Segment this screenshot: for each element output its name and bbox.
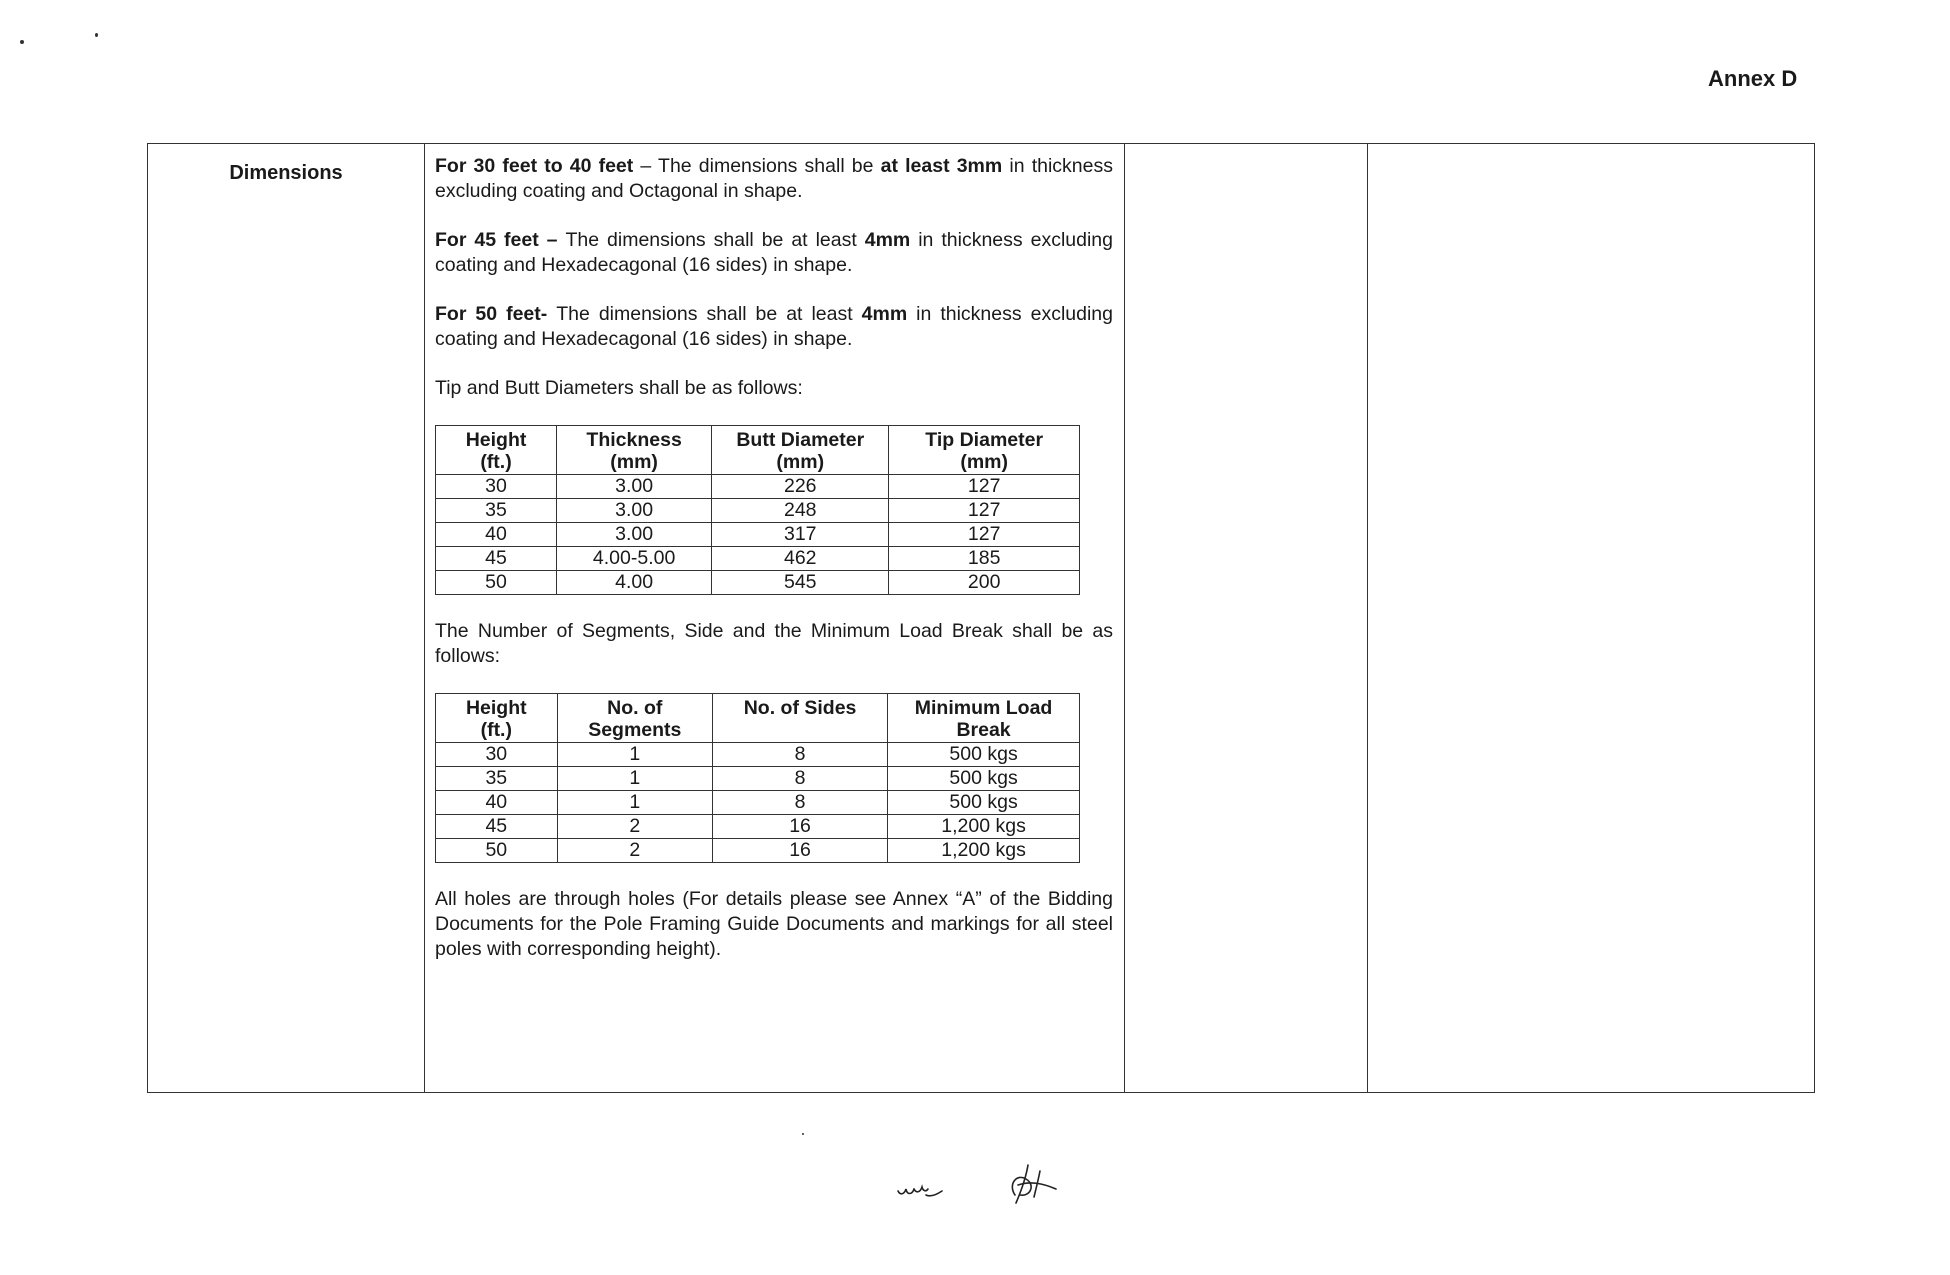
table-header: Height (ft.) <box>436 694 558 743</box>
table-cell: 45 <box>436 547 557 571</box>
table-cell: 50 <box>436 571 557 595</box>
table-cell: 127 <box>889 523 1080 547</box>
table-header: Minimum Load Break <box>888 694 1080 743</box>
table-cell: 1,200 kgs <box>888 839 1080 863</box>
table-cell: 317 <box>712 523 889 547</box>
holes-note: All holes are through holes (For details please see Annex “A” of the Bidding Documents for the Pole Framing Guide Documents and markings for all steel poles with corresponding height). <box>435 888 1113 960</box>
table-cell: 8 <box>713 767 888 791</box>
para-text: in thickness excluding coating and Octagonal in shape. <box>435 155 1113 202</box>
table-cell: 2 <box>557 815 712 839</box>
segments-table <box>435 693 1080 863</box>
table-row <box>436 767 1080 791</box>
table-row <box>436 571 1080 595</box>
table-cell: 30 <box>436 743 558 767</box>
table-cell: 200 <box>889 571 1080 595</box>
table-cell: 4.00-5.00 <box>557 547 712 571</box>
table-header: Butt Diameter (mm) <box>712 426 889 475</box>
table-row <box>436 791 1080 815</box>
column-divider <box>424 144 425 1092</box>
table-header: No. of Sides <box>713 694 888 743</box>
table-cell: 3.00 <box>557 475 712 499</box>
paragraph-30-40-feet <box>435 154 1113 204</box>
table-cell: 16 <box>713 815 888 839</box>
diameter-table <box>435 425 1080 595</box>
table-cell: 226 <box>712 475 889 499</box>
scan-speck <box>20 40 24 44</box>
table-row <box>436 743 1080 767</box>
table-cell: 45 <box>436 815 558 839</box>
para-text: The dimensions shall be at least <box>556 303 862 325</box>
table-row <box>436 815 1080 839</box>
table-cell: 8 <box>713 743 888 767</box>
para-lead: For 30 feet to 40 feet <box>435 155 634 177</box>
column-divider <box>1367 144 1368 1092</box>
table-cell: 248 <box>712 499 889 523</box>
signatures <box>890 1155 1080 1215</box>
scan-speck <box>95 33 98 37</box>
tip-butt-intro: Tip and Butt Diameters shall be as follows: <box>435 377 803 399</box>
table-header: Height (ft.) <box>436 426 557 475</box>
table-cell: 500 kgs <box>888 743 1080 767</box>
table-cell: 545 <box>712 571 889 595</box>
table-header: Thickness (mm) <box>557 426 712 475</box>
para-text: in thickness excluding coating and Hexadecagonal (16 sides) in shape. <box>435 303 1113 350</box>
column-divider <box>1124 144 1125 1092</box>
specification-table <box>147 143 1815 1093</box>
table-row <box>436 499 1080 523</box>
para-text: in thickness excluding coating and Hexadecagonal (16 sides) in shape. <box>435 229 1113 276</box>
table-cell: 1 <box>557 791 712 815</box>
table-cell: 3.00 <box>557 499 712 523</box>
para-emphasis: 4mm <box>861 303 908 325</box>
table-cell: 500 kgs <box>888 767 1080 791</box>
table-cell: 30 <box>436 475 557 499</box>
table-cell: 8 <box>713 791 888 815</box>
table-cell: 1 <box>557 767 712 791</box>
para-text: – The dimensions shall be <box>633 155 881 177</box>
table-cell: 16 <box>713 839 888 863</box>
table-row <box>436 839 1080 863</box>
table-header: Tip Diameter (mm) <box>889 426 1080 475</box>
para-emphasis: at least 3mm <box>880 155 1003 177</box>
paragraph-45-feet <box>435 228 1113 278</box>
dimensions-content <box>435 154 1113 962</box>
para-emphasis: 4mm <box>864 229 911 251</box>
table-cell: 3.00 <box>557 523 712 547</box>
table-cell: 127 <box>889 475 1080 499</box>
table-cell: 35 <box>436 767 558 791</box>
para-text: The dimensions shall be at least <box>565 229 865 251</box>
para-lead: For 45 feet – <box>435 229 566 251</box>
table-cell: 1,200 kgs <box>888 815 1080 839</box>
annex-label: Annex D <box>1708 66 1798 91</box>
initials-signature <box>898 1187 942 1196</box>
row-label-dimensions: Dimensions <box>229 162 343 184</box>
table-cell: 127 <box>889 499 1080 523</box>
table-cell: 50 <box>436 839 558 863</box>
table-cell: 2 <box>557 839 712 863</box>
table-cell: 1 <box>557 743 712 767</box>
table-cell: 40 <box>436 791 558 815</box>
paragraph-50-feet <box>435 302 1113 352</box>
table-row <box>436 523 1080 547</box>
table-cell: 462 <box>712 547 889 571</box>
table-cell: 35 <box>436 499 557 523</box>
table-cell: 40 <box>436 523 557 547</box>
para-lead: For 50 feet- <box>435 303 557 325</box>
scan-speck <box>802 1133 804 1135</box>
table-row <box>436 475 1080 499</box>
table-cell: 185 <box>889 547 1080 571</box>
table-cell: 4.00 <box>557 571 712 595</box>
segments-intro: The Number of Segments, Side and the Minimum Load Break shall be as follows: <box>435 620 1113 667</box>
table-row <box>436 547 1080 571</box>
table-header: No. of Segments <box>557 694 712 743</box>
table-cell: 500 kgs <box>888 791 1080 815</box>
handwritten-signature <box>1012 1165 1056 1203</box>
